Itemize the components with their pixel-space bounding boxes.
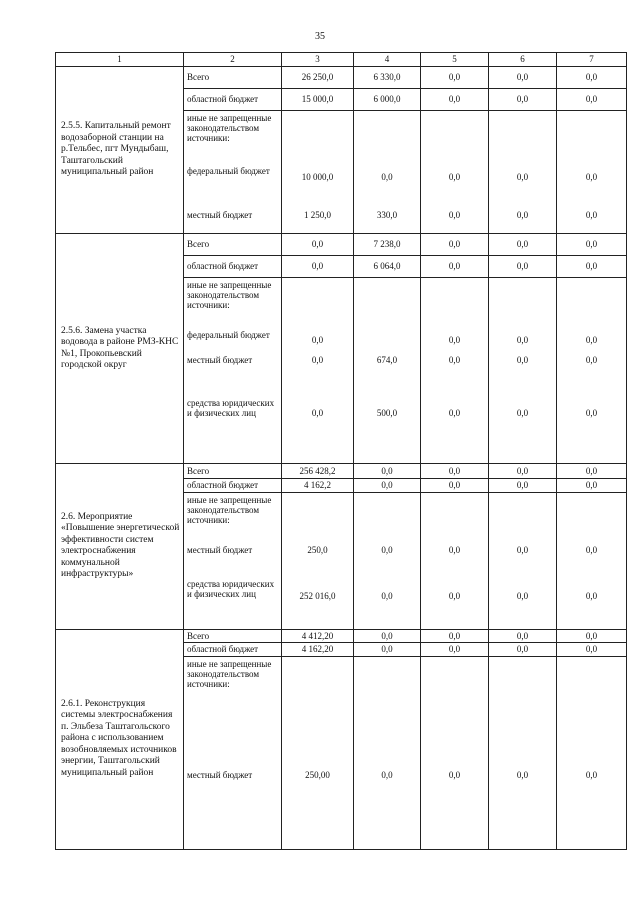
header-row — [56, 53, 627, 67]
value-cell: 0,0 — [354, 629, 421, 643]
value-cell: 0,0 — [421, 464, 489, 479]
value-cell: 0,0 — [381, 544, 393, 555]
value-cell: 0,0 — [557, 629, 627, 643]
value-cell: 0,0 — [585, 544, 598, 555]
value-cell: 500,0 — [376, 408, 398, 418]
value-cell: 0,0 — [489, 256, 557, 278]
value-cell: 0,0 — [311, 335, 324, 345]
value-cell: 6 000,0 — [354, 89, 421, 111]
measure-name: 2.6. Мероприятие «Повышение энергетической эффективности систем электроснабжения коммунальной инфраструктуры» — [56, 464, 184, 630]
value-cell: 15 000,0 — [282, 89, 354, 111]
value-group — [557, 656, 627, 849]
value-cell: 0,0 — [311, 355, 324, 365]
value-cell: 0,0 — [516, 544, 529, 555]
value-cell: 0,0 — [557, 256, 627, 278]
value-cell: 0,0 — [516, 769, 529, 780]
value-group — [354, 111, 421, 234]
value-cell: 0,0 — [585, 769, 598, 780]
value-cell: 250,0 — [307, 544, 328, 555]
value-cell: 0,0 — [311, 408, 324, 418]
header-cell: 2 — [184, 53, 282, 67]
source-label: местный бюджет — [187, 769, 253, 780]
source-label: областной бюджет — [184, 643, 282, 657]
value-cell: 0,0 — [585, 355, 598, 365]
value-cell: 0,0 — [354, 643, 421, 657]
source-group — [184, 278, 282, 464]
value-cell: 0,0 — [489, 479, 557, 493]
value-cell: 0,0 — [381, 172, 393, 182]
value-cell: 0,0 — [516, 210, 529, 220]
value-group — [421, 278, 489, 464]
value-group — [354, 278, 421, 464]
value-cell: 7 238,0 — [354, 234, 421, 256]
source-group — [184, 656, 282, 849]
value-group — [421, 656, 489, 849]
value-group — [489, 111, 557, 234]
value-cell: 0,0 — [354, 479, 421, 493]
value-cell: 330,0 — [376, 210, 398, 220]
source-label: средства юридических и физических лиц — [187, 578, 275, 599]
value-cell: 0,0 — [489, 89, 557, 111]
value-group — [282, 492, 354, 629]
value-cell: 0,0 — [448, 172, 461, 182]
value-cell: 0,0 — [585, 335, 598, 345]
value-cell: 0,0 — [489, 464, 557, 479]
value-cell: 0,0 — [421, 89, 489, 111]
header-cell: 5 — [421, 53, 489, 67]
budget-table — [55, 52, 627, 850]
value-cell: 4 162,2 — [282, 479, 354, 493]
value-cell: 0,0 — [421, 479, 489, 493]
value-cell: 0,0 — [516, 172, 529, 182]
value-cell: 0,0 — [448, 408, 461, 418]
value-cell: 0,0 — [421, 629, 489, 643]
table-row — [56, 67, 627, 89]
value-cell: 0,0 — [282, 256, 354, 278]
value-cell: 0,0 — [489, 629, 557, 643]
value-cell: 0,0 — [421, 234, 489, 256]
other-sources-label: иные не запрещенные законодательством источники: — [187, 280, 272, 310]
value-cell: 4 412,20 — [282, 629, 354, 643]
measure-name: 2.6.1. Реконструкция системы электроснабжения п. Эльбеза Таштагольского района с использованием возобновляемых источников энергии, Таштагольский муниципальный район — [56, 629, 184, 849]
value-cell: 0,0 — [585, 408, 598, 418]
value-cell: 0,0 — [381, 590, 393, 601]
value-cell: 0,0 — [557, 643, 627, 657]
source-label: Всего — [184, 464, 282, 479]
value-cell: 0,0 — [585, 210, 598, 220]
source-group — [184, 111, 282, 234]
table-row — [56, 464, 627, 479]
value-cell: 0,0 — [282, 234, 354, 256]
source-label: областной бюджет — [184, 89, 282, 111]
value-cell: 0,0 — [489, 67, 557, 89]
value-cell: 256 428,2 — [282, 464, 354, 479]
value-cell: 6 064,0 — [354, 256, 421, 278]
value-group — [557, 278, 627, 464]
value-group — [421, 492, 489, 629]
value-cell: 0,0 — [557, 479, 627, 493]
value-group — [489, 656, 557, 849]
value-cell: 0,0 — [489, 643, 557, 657]
value-cell: 0,0 — [448, 335, 461, 345]
value-cell: 0,0 — [557, 234, 627, 256]
value-cell: 0,0 — [448, 590, 461, 601]
value-group — [557, 111, 627, 234]
measure-name: 2.5.6. Замена участка водовода в районе РМЗ-КНС №1, Прокопьевский городской округ — [56, 234, 184, 464]
value-cell: 0,0 — [448, 544, 461, 555]
value-cell: 0,0 — [421, 643, 489, 657]
value-group — [282, 111, 354, 234]
source-label: средства юридических и физических лиц — [187, 398, 275, 418]
header-cell: 6 — [489, 53, 557, 67]
source-group — [184, 492, 282, 629]
value-cell: 0,0 — [585, 590, 598, 601]
value-cell: 0,0 — [516, 590, 529, 601]
value-group — [489, 492, 557, 629]
value-cell: 4 162,20 — [282, 643, 354, 657]
value-cell: 674,0 — [376, 355, 398, 365]
value-cell: 0,0 — [354, 464, 421, 479]
source-label: федеральный бюджет — [187, 330, 270, 340]
page-number: 35 — [315, 31, 325, 42]
source-label: Всего — [184, 67, 282, 89]
value-cell: 1 250,0 — [304, 210, 331, 220]
value-cell: 0,0 — [516, 335, 529, 345]
other-sources-label: иные не запрещенные законодательством источники: — [187, 113, 272, 143]
header-cell: 3 — [282, 53, 354, 67]
value-cell: 0,0 — [489, 234, 557, 256]
other-sources-label: иные не запрещенные законодательством источники: — [187, 658, 272, 689]
header-cell: 7 — [557, 53, 627, 67]
value-group — [354, 656, 421, 849]
value-cell: 0,0 — [557, 67, 627, 89]
value-group — [489, 278, 557, 464]
value-cell: 0,0 — [585, 172, 598, 182]
source-label: федеральный бюджет — [187, 166, 270, 176]
value-group — [282, 278, 354, 464]
value-group — [354, 492, 421, 629]
table-row — [56, 629, 627, 643]
value-cell: 0,0 — [421, 67, 489, 89]
header-cell: 4 — [354, 53, 421, 67]
source-label: областной бюджет — [184, 256, 282, 278]
value-cell: 250,00 — [305, 769, 330, 780]
source-label: местный бюджет — [187, 355, 253, 365]
source-label: Всего — [184, 234, 282, 256]
value-cell: 0,0 — [448, 210, 461, 220]
value-cell: 0,0 — [516, 355, 529, 365]
source-label: местный бюджет — [187, 544, 253, 555]
value-cell: 0,0 — [381, 769, 393, 780]
value-cell: 0,0 — [448, 769, 461, 780]
source-label: Всего — [184, 629, 282, 643]
value-cell: 6 330,0 — [354, 67, 421, 89]
value-group — [282, 656, 354, 849]
other-sources-label: иные не запрещенные законодательством источники: — [187, 494, 272, 525]
value-cell: 0,0 — [557, 89, 627, 111]
header-cell: 1 — [56, 53, 184, 67]
source-label: местный бюджет — [187, 210, 253, 220]
value-cell: 0,0 — [516, 408, 529, 418]
value-cell: 0,0 — [448, 355, 461, 365]
value-cell: 0,0 — [557, 464, 627, 479]
value-group — [421, 111, 489, 234]
source-label: областной бюджет — [184, 479, 282, 493]
table-row — [56, 234, 627, 256]
value-cell: 0,0 — [421, 256, 489, 278]
value-cell: 252 016,0 — [299, 590, 336, 601]
measure-name: 2.5.5. Капитальный ремонт водозаборной станции на р.Тельбес, пгт Мундыбаш, Таштагольский муниципальный район — [56, 67, 184, 234]
value-cell: 26 250,0 — [282, 67, 354, 89]
value-group — [557, 492, 627, 629]
value-cell: 10 000,0 — [301, 172, 334, 182]
